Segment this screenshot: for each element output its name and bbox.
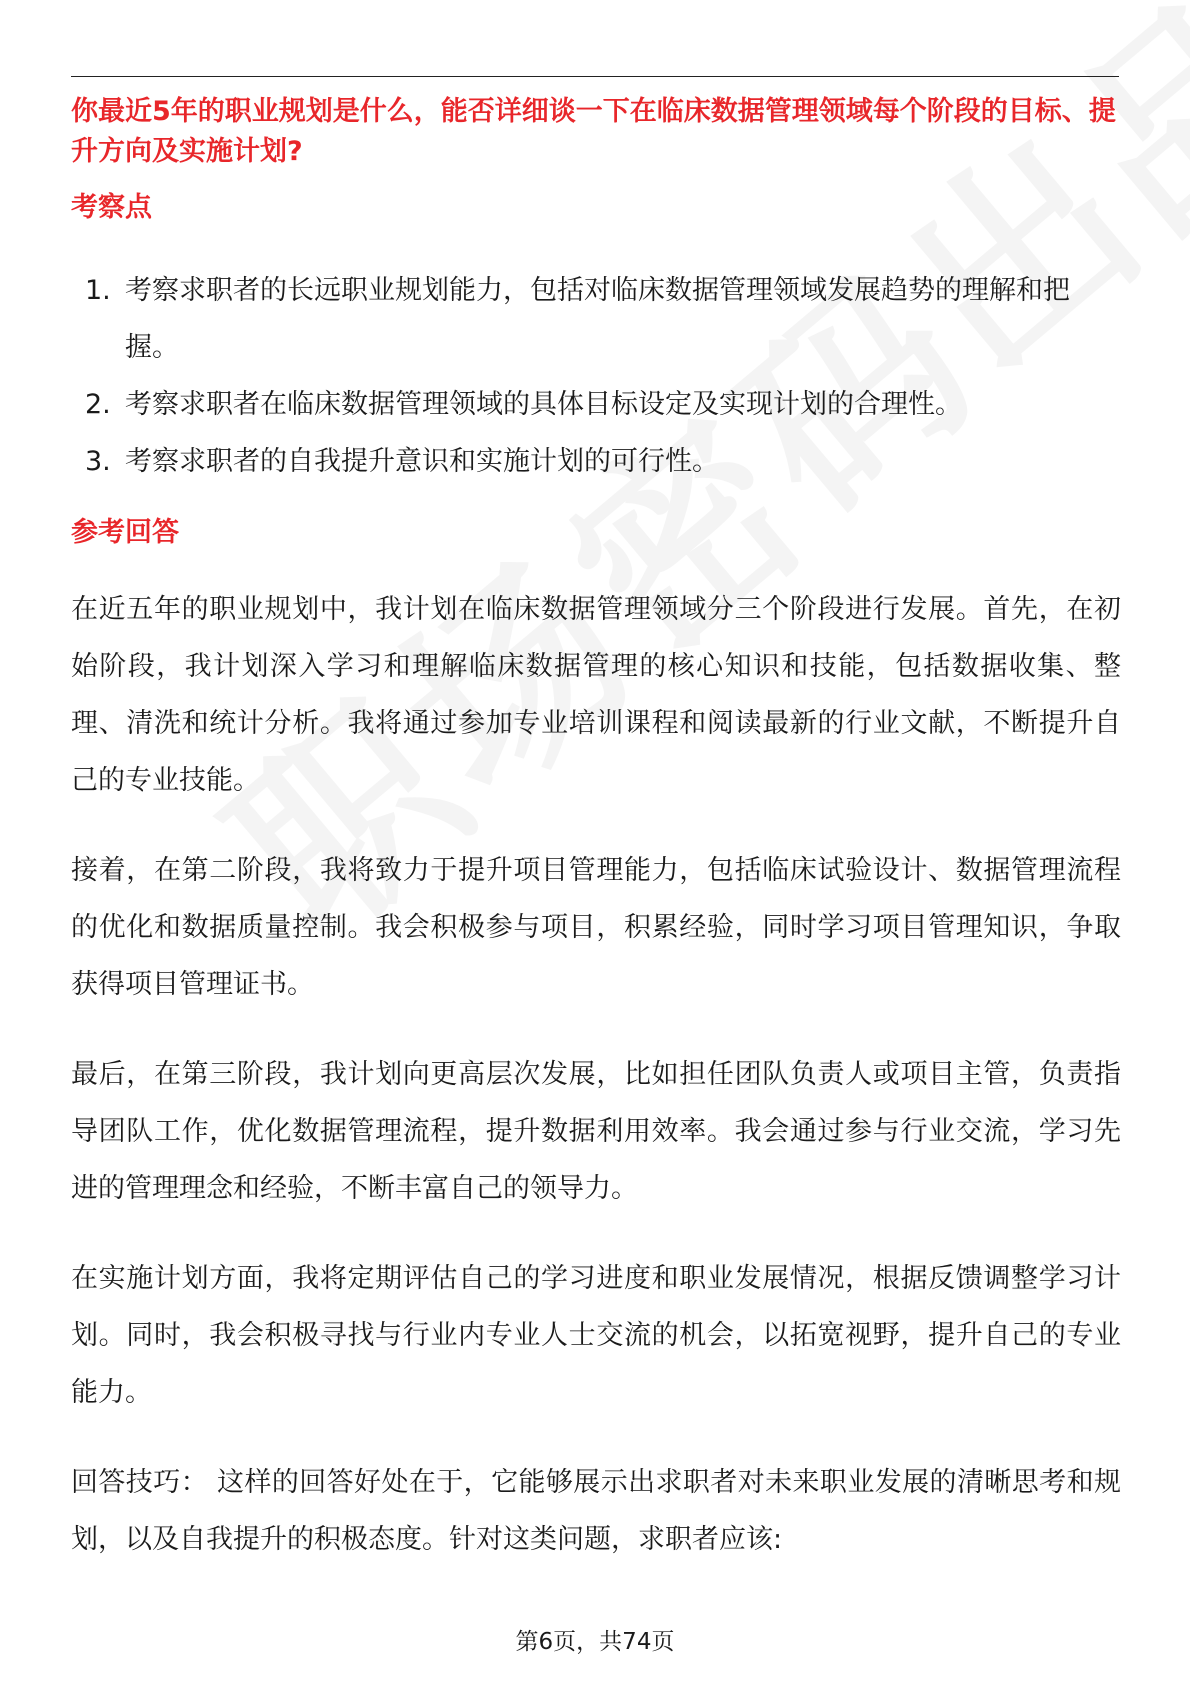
answer-tips-paragraph: 回答技巧： 这样的回答好处在于，它能够展示出求职者对未来职业发展的清晰思考和规划，以及自我提升的积极态度。针对这类问题，求职者应该: [71, 1467, 1121, 1555]
question-title: 你最近5年的职业规划是什么，能否详细谈一下在临床数据管理领域每个阶段的目标、提升方向及实施计划? [71, 96, 1116, 167]
answer-heading: 参考回答 [71, 517, 179, 548]
list-item-text: 考察求职者在临床数据管理领域的具体目标设定及实现计划的合理性。 [125, 389, 962, 420]
list-item-number: 2. [85, 389, 111, 420]
list-item-number: 1. [85, 275, 111, 306]
list-item-text: 考察求职者的长远职业规划能力，包括对临床数据管理领域发展趋势的理解和把握。 [125, 275, 1070, 363]
top-divider [71, 76, 1119, 77]
list-item [71, 433, 1121, 490]
list-item-text: 考察求职者的自我提升意识和实施计划的可行性。 [125, 446, 719, 477]
list-item-number: 3. [85, 446, 111, 477]
list-item [71, 262, 1121, 376]
points-list [71, 262, 1121, 490]
page-number-footer: 第6页，共74页 [515, 1629, 675, 1655]
points-heading: 考察点 [71, 192, 152, 223]
answer-paragraph: 在实施计划方面，我将定期评估自己的学习进度和职业发展情况，根据反馈调整学习计划。同时，我会积极寻找与行业内专业人士交流的机会，以拓宽视野，提升自己的专业能力。 [71, 1263, 1121, 1408]
answer-paragraph: 接着，在第二阶段，我将致力于提升项目管理能力，包括临床试验设计、数据管理流程的优化和数据质量控制。我会积极参与项目，积累经验，同时学习项目管理知识，争取获得项目管理证书。 [71, 855, 1121, 1000]
answer-paragraph: 在近五年的职业规划中，我计划在临床数据管理领域分三个阶段进行发展。首先，在初始阶段，我计划深入学习和理解临床数据管理的核心知识和技能，包括数据收集、整理、清洗和统计分析。我将通过参加专业培训课程和阅读最新的行业文献，不断提升自己的专业技能。 [71, 594, 1121, 796]
list-item [71, 376, 1121, 433]
answer-paragraph: 最后，在第三阶段，我计划向更高层次发展，比如担任团队负责人或项目主管，负责指导团队工作，优化数据管理流程，提升数据利用效率。我会通过参与行业交流，学习先进的管理理念和经验，不断丰富自己的领导力。 [71, 1059, 1121, 1204]
